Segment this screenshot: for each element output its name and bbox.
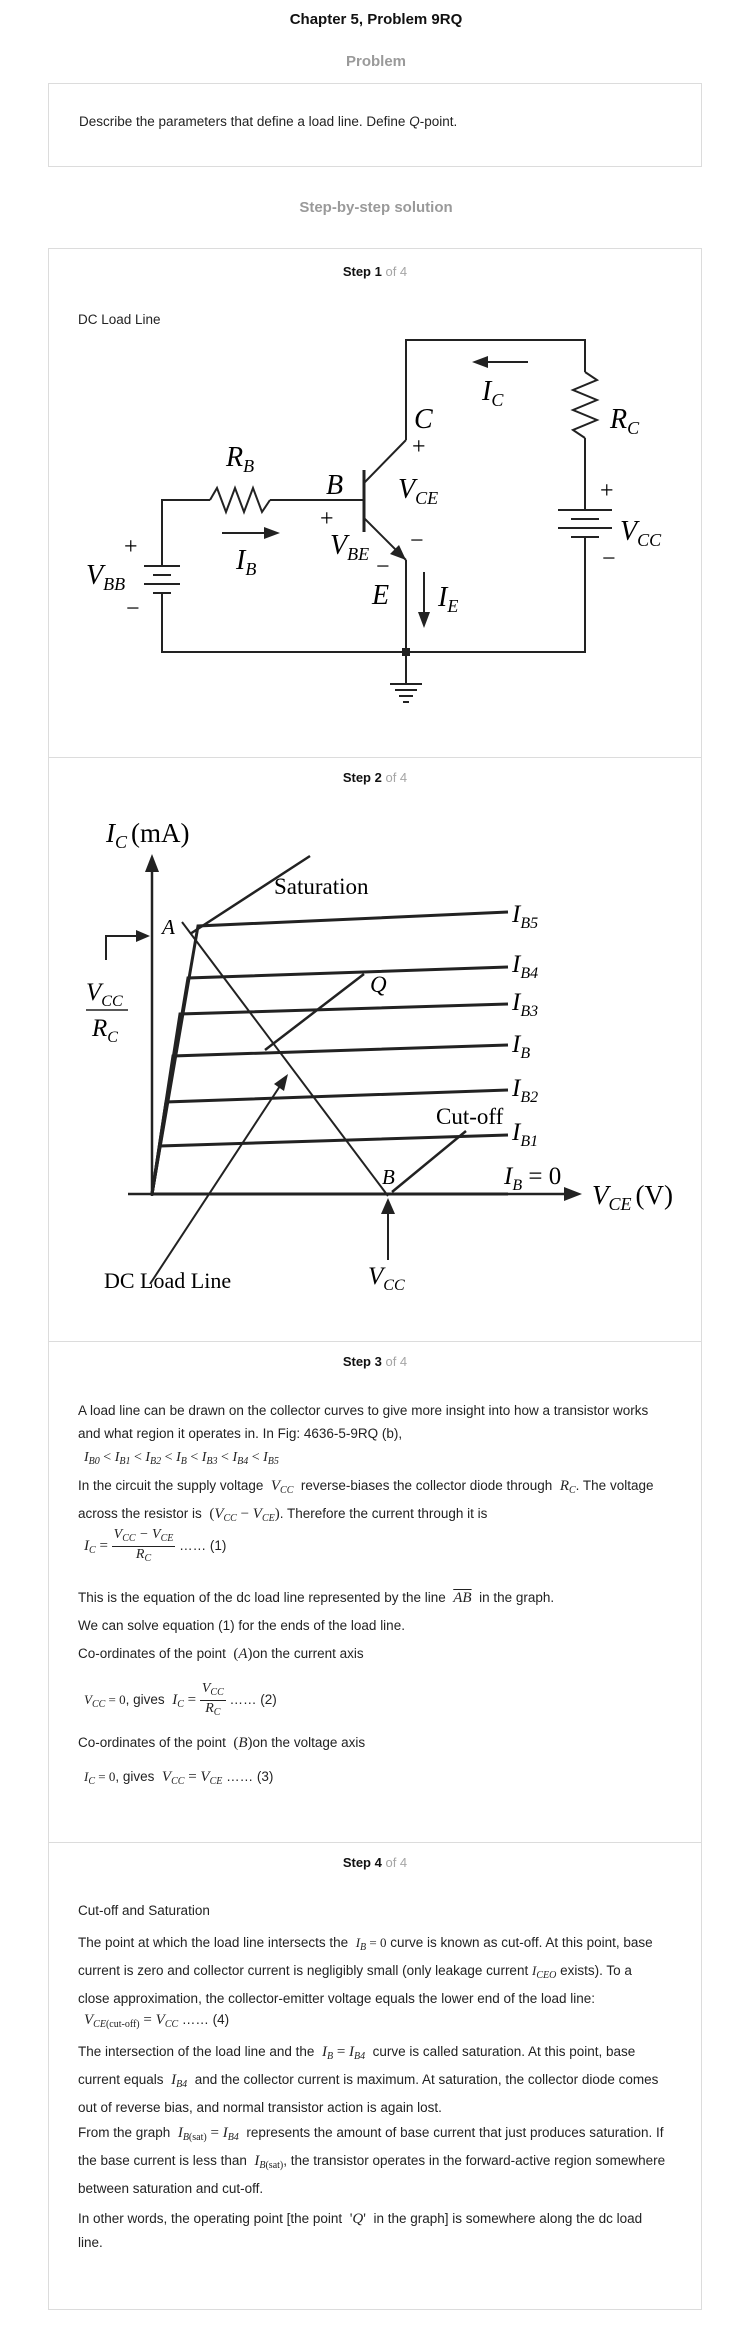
curve-label-ib2: $I_{B2}$ <box>512 1075 539 1106</box>
step-3-equation-3: $I_C = 0$, gives $V_{CC} = V_{CE}$ …… (3) <box>84 1769 274 1787</box>
vcc-minus: − <box>602 546 616 572</box>
dc-load-line-label: DC Load Line <box>104 1268 232 1293</box>
ic-arrow-icon <box>472 356 488 368</box>
curve-label-ib5: $I_{B5}$ <box>512 901 539 932</box>
vcc-axis-label: $V_{CC}$ <box>368 1263 405 1294</box>
x-axis-label: $V_{CE}$ (V) <box>592 1180 673 1214</box>
dc-load-line <box>182 922 388 1196</box>
problem-text: Describe the parameters that define a load line. Define Q-point. <box>79 114 458 129</box>
load-line-pointer-arrow-icon <box>274 1074 288 1091</box>
x-axis-arrow-icon <box>564 1187 582 1201</box>
step-4-title: Step 4 of 4 <box>342 1855 408 1870</box>
vcc-rc-denominator: $R_C$ <box>92 1015 118 1046</box>
vcc-rc-numerator: $V_{CC}$ <box>86 979 123 1010</box>
problem-heading: Problem <box>345 53 406 70</box>
step-3-paragraph-3: This is the equation of the dc load line represented by the line $\overline{AB}$ in the graph. <box>78 1590 555 1606</box>
vbe-plus: + <box>320 506 334 532</box>
y-axis-label: $I_C$ (mA) <box>106 818 190 852</box>
circuit-diagram <box>0 0 752 760</box>
ib-label: $I_B$ <box>236 545 257 579</box>
step-2-title: Step 2 of 4 <box>342 770 408 785</box>
vce-label: $V_{CE}$ <box>398 474 439 508</box>
step-3-paragraph-1: A load line can be drawn on the collector curves to give more insight into how a transistor works and what region it operates in. In Fig: 4636-5-9RQ (b), <box>78 1403 649 1441</box>
curve-label-ib0: $I_B = 0$ <box>504 1163 562 1194</box>
step-3-title: Step 3 of 4 <box>342 1354 408 1369</box>
step-4-paragraph-4: In other words, the operating point [the point 'Q' in the graph] is somewhere along the dc load line. <box>78 2211 643 2250</box>
curve-ib3 <box>152 1004 508 1194</box>
point-a-label: A <box>162 915 175 939</box>
vcc-pointer-arrow-icon <box>381 1198 395 1214</box>
step-3-paragraph-2: In the circuit the supply voltage $V_{CC}$ reverse-biases the collector diode through $R_C$. The voltage across the resistor is $(V_{CC} - V_{CE})$. Therefore the current through it is <box>78 1478 654 1524</box>
rb-label: $R_B$ <box>226 442 255 476</box>
step-3-paragraph-5: Co-ordinates of the point (A)on the current axis <box>78 1646 364 1662</box>
step-3-paragraph-6: Co-ordinates of the point (B)on the voltage axis <box>78 1735 366 1751</box>
vbb-label: $V_{BB}$ <box>86 560 126 594</box>
step-4-equation-4: $V_{CE(cut-off)} = V_{CC}$ …… (4) <box>84 2012 230 2030</box>
curve-label-ib1: $I_{B1}$ <box>512 1119 539 1150</box>
vce-minus: − <box>410 528 424 554</box>
rc-label: $R_C$ <box>610 404 640 438</box>
vbb-minus: − <box>126 596 140 622</box>
solution-heading: Step-by-step solution <box>299 199 453 216</box>
ie-arrow-icon <box>418 612 430 628</box>
collector-label: C <box>414 404 433 435</box>
vcc-plus: + <box>600 478 614 504</box>
step-3-equation-2: $V_{CC} = 0$, gives $I_C$ = $\frac{V_{CC}}{R_C}$ …… (2) <box>84 1681 277 1718</box>
step-4-paragraph-3: From the graph $I_{B(sat)} = I_{B4}$ represents the amount of base current that just produces saturation. If the base current is less than $I_{B(sat)}$, the transistor operates in the forward-active region somewhere between saturation and cut-off. <box>78 2125 666 2196</box>
step-separator <box>48 1341 702 1342</box>
base-label: B <box>326 470 344 501</box>
vcc-rc-pointer-arrow-icon <box>136 930 150 942</box>
step-3-equation-1: $I_C$ = $\frac{V_{CC} - V_{CE}}{R_C}$ …… (1) <box>84 1527 227 1564</box>
vce-plus: + <box>412 434 426 460</box>
curve-label-ib4: $I_{B4}$ <box>512 951 539 982</box>
step-1-label: DC Load Line <box>78 312 161 327</box>
saturation-label: Saturation <box>274 874 369 899</box>
curve-ib1 <box>152 1135 508 1194</box>
step-4-paragraph-1: The point at which the load line intersects the $I_B = 0$ curve is known as cut-off. At this point, base current is zero and collector current is negligibly small (only leakage current $I_{CEO}$ exists). To a close approximation, the collector-emitter voltage equals the lower end of the load line: <box>78 1935 653 2006</box>
curve-label-ib3: $I_{B3}$ <box>512 989 539 1020</box>
step-separator <box>48 1842 702 1843</box>
ground-node <box>402 648 410 656</box>
rb-resistor <box>210 488 270 512</box>
inequality-math: $I_{B0} < I_{B1} < I_{B2} < I_B < I_{B3} < I_{B4} < I_{B5}$ <box>84 1450 279 1467</box>
step-4-paragraph-2: The intersection of the load line and the $I_B = I_{B4}$ curve is called saturation. At this point, base current equals $I_{B4}$ and the collector current is maximum. At saturation, the collector diode comes out of reverse bias, and normal transistor action is again lost. <box>78 2044 659 2115</box>
curve-label-ib: $I_B$ <box>512 1031 531 1062</box>
vbe-minus: − <box>376 554 390 580</box>
cutoff-label: Cut-off <box>436 1104 504 1129</box>
collector-curves-graph <box>0 800 752 1320</box>
step-1-title: Step 1 of 4 <box>342 264 408 279</box>
point-q-label: Q <box>370 972 387 997</box>
rc-resistor <box>573 372 597 438</box>
step-3-paragraph-4: We can solve equation (1) for the ends of the load line. <box>78 1618 405 1633</box>
ic-label: $I_C$ <box>482 376 504 410</box>
page-title: Chapter 5, Problem 9RQ <box>289 11 463 28</box>
vbe-label: $V_{BE}$ <box>330 530 370 564</box>
emitter-label: E <box>372 580 390 611</box>
point-b-label: B <box>382 1165 395 1189</box>
ib-arrow-icon <box>264 527 280 539</box>
y-axis-arrow-icon <box>145 854 159 872</box>
step-3-inequality <box>84 1445 672 1473</box>
vcc-label: $V_{CC}$ <box>620 516 662 550</box>
ie-label: $I_E$ <box>438 582 459 616</box>
vbb-plus: + <box>124 534 138 560</box>
step-4-label: Cut-off and Saturation <box>78 1903 210 1918</box>
